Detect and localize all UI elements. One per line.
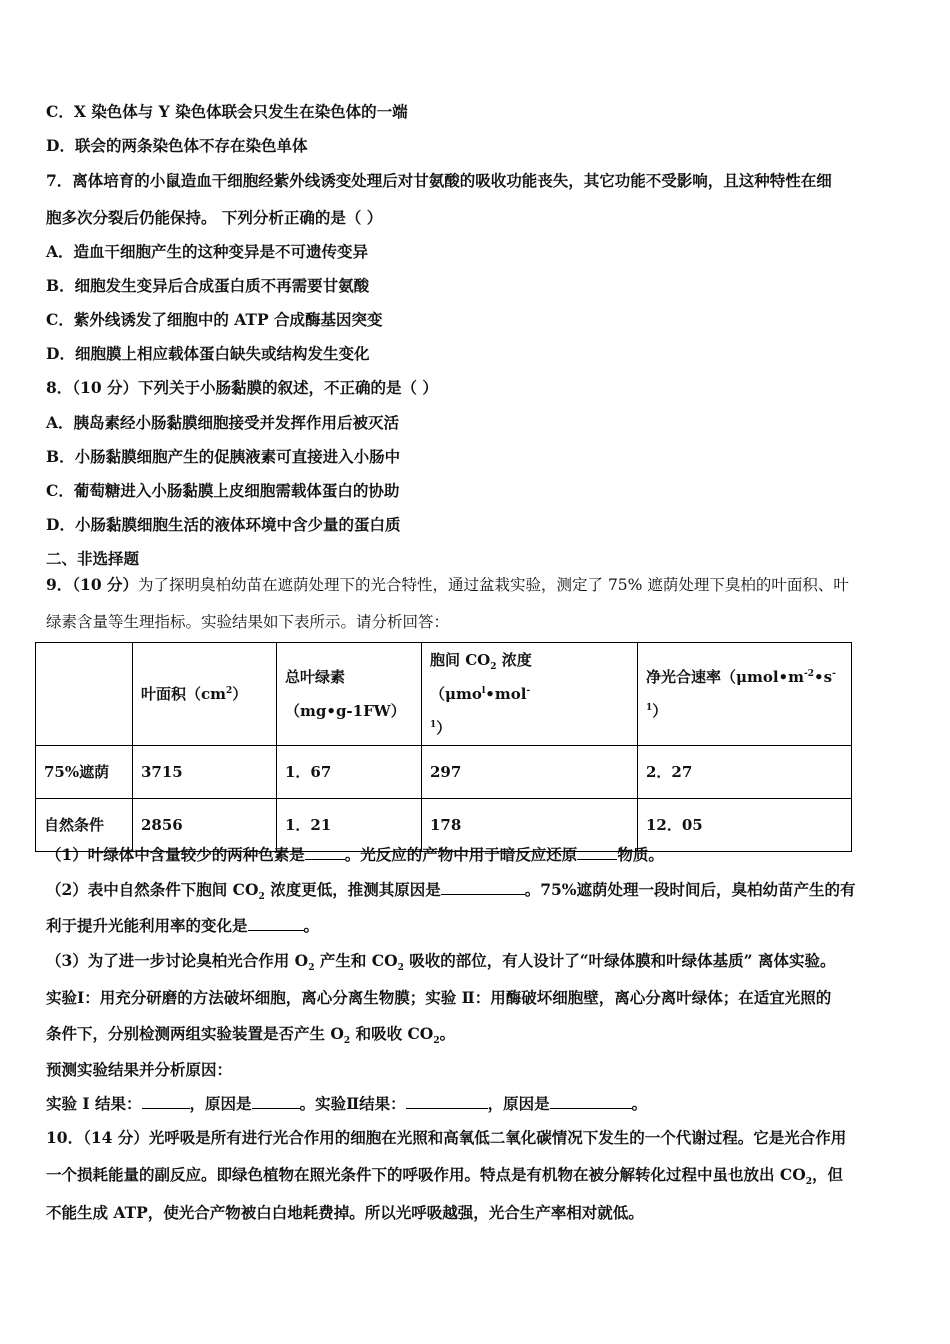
experiment-line2: 条件下，分别检测两组实验装置是否产生 $O_2$ 和吸收 $CO_2$。 [46,1024,456,1047]
question-7-option-a: A．造血干细胞产生的这种变异是不可遗传变异 [46,242,369,261]
table-cell: 75%遮荫 [36,746,133,799]
answer-blank[interactable] [252,1094,300,1109]
section-heading: 二、非选择题 [46,549,140,568]
answer-blank[interactable] [577,845,617,860]
question-10-line1: 10．（14 分）光呼吸是所有进行光合作用的细胞在光照和高氧低二氧化碳情况下发生的一个代谢过程。它是光合作用 [46,1128,847,1147]
answer-blank[interactable] [406,1094,488,1109]
option-d-prev: D．联会的两条染色体不存在染色单体 [46,136,308,155]
question-8-option-b: B．小肠黏膜细胞产生的促胰液素可直接进入小肠中 [46,447,401,466]
question-7-option-b: B．细胞发生变异后合成蛋白质不再需要甘氨酸 [46,276,370,295]
table-cell: 2856 [133,799,277,852]
table-cell: 2．27 [638,746,852,799]
answer-blank[interactable] [441,880,525,895]
header-leaf-area: 叶面积$(cm^2)$ [133,643,277,746]
answer-blank[interactable] [142,1094,190,1109]
table-row [36,746,852,799]
question-10-line2: 一个损耗能量的副反应。即绿色植物在照光条件下的呼吸作用。特点是有机物在被分解转化过程中虽也放出 $CO_2$，但 [46,1165,844,1188]
question-9-line2: 绿素含量等生理指标。实验结果如下表所示。请分析回答： [46,613,450,631]
option-c-prev: C．X 染色体与 Y 染色体联会只发生在染色体的一端 [46,102,408,121]
table-cell: 178 [422,799,638,852]
question-7-option-c: C．紫外线诱发了细胞中的 ATP 合成酶基因突变 [46,310,383,329]
table-row [36,799,852,852]
subquestion-2-line2: 利于提升光能利用率的变化是 。 [46,916,320,935]
question-9-text: 为了探明臭柏幼苗在遮荫处理下的光合特性，通过盆栽实验，测定了 75% 遮荫处理下臭柏的叶面积、叶 [138,576,849,594]
header-co2-concentration: 胞间 $CO_2$ 浓度（μmo$^l$•mol- $^1$） [422,643,638,746]
question-7-line1: 7．离体培育的小鼠造血干细胞经紫外线诱变处理后对甘氨酸的吸收功能丧失，其它功能不受影响，且这种特性在细 [46,171,832,190]
table-cell: 1．67 [277,746,422,799]
answer-blank[interactable] [305,845,345,860]
answer-blank[interactable] [550,1094,632,1109]
header-empty-cell [36,643,133,746]
table-cell: 1．21 [277,799,422,852]
table-header-row [36,643,852,746]
header-net-photosynthesis: 净光合速率（$\mu mol•m^{-2}•s^-$ $^1$） [638,643,852,746]
question-8: 8．（10 分）下列关于小肠黏膜的叙述，不正确的是（ ） [46,378,438,397]
question-9-line1 [46,575,849,595]
subquestion-1: （1）叶绿体中含量较少的两种色素是 。光反应的产物中用于暗反应还原 物质。 [46,845,664,864]
subquestion-2-line1: （2）表中自然条件下胞间 $CO_2$ 浓度更低，推测其原因是 。75%遮荫处理一段时间后，臭柏幼苗产生的有 [46,880,856,903]
question-8-option-a: A．胰岛素经小肠黏膜细胞接受并发挥作用后被灭活 [46,413,400,432]
table-cell: 12．05 [638,799,852,852]
experiment-results: 实验 Ⅰ 结果： ，原因是 。实验Ⅱ结果： ，原因是 。 [46,1094,648,1113]
question-7-line2: 胞多次分裂后仍能保持。 下列分析正确的是（ ） [46,208,383,227]
subquestion-3: （3）为了进一步讨论臭柏光合作用 $O_2$ 产生和 $CO_2$ 吸收的部位，有人设计了“叶绿体膜和叶绿体基质” 离体实验。 [46,951,836,974]
table-cell: 3715 [133,746,277,799]
question-10-number: 10．（14 分） [46,1128,149,1147]
question-9-number: 9．（10 分） [46,575,139,594]
table-cell: 297 [422,746,638,799]
question-10-line3: 不能生成 ATP，使光合产物被白白地耗费掉。所以光呼吸越强，光合生产率相对就低。 [46,1203,644,1222]
data-table [35,642,852,852]
header-chlorophyll: 总叶绿素 （mg•g-1FW） [277,643,422,746]
question-8-option-c: C．葡萄糖进入小肠黏膜上皮细胞需载体蛋白的协助 [46,481,400,500]
answer-blank[interactable] [248,916,304,931]
table-cell: 自然条件 [36,799,133,852]
question-8-option-d: D．小肠黏膜细胞生活的液体环境中含少量的蛋白质 [46,515,401,534]
question-7-option-d: D．细胞膜上相应载体蛋白缺失或结构发生变化 [46,344,370,363]
experiment-line1: 实验Ⅰ：用充分研磨的方法破坏细胞，离心分离生物膜；实验 Ⅱ：用酶破坏细胞壁，离心分离叶绿体；在适宜光照的 [46,988,832,1007]
predict-heading: 预测实验结果并分析原因： [46,1060,233,1079]
